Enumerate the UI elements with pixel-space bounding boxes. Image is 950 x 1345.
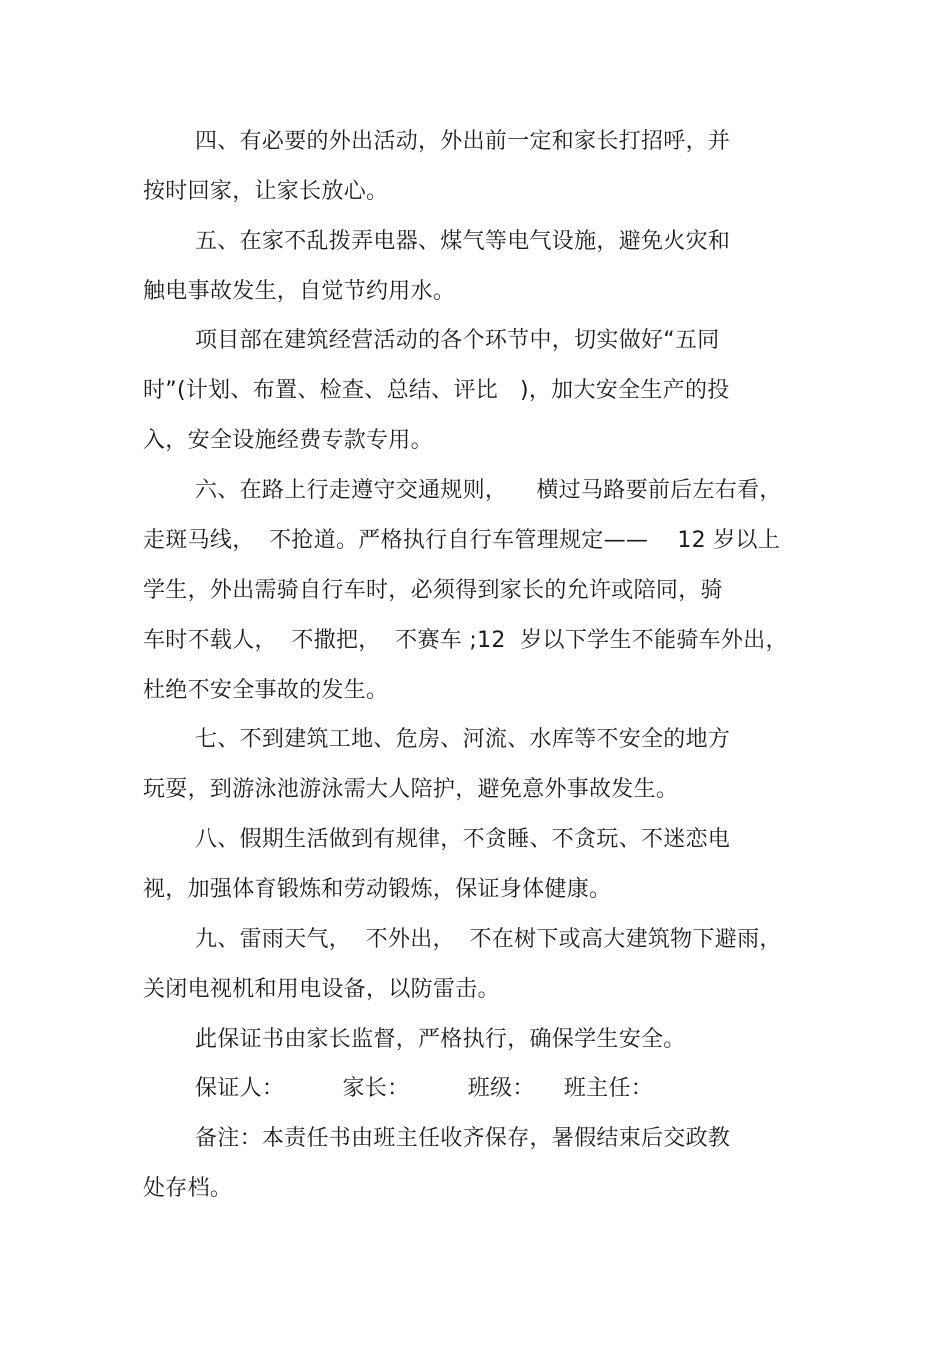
text-line: 六、在路上行走遵守交通规则， 横过马路要前后左右看， bbox=[195, 478, 782, 503]
text-line: 触电事故发生，自觉节约用水。 bbox=[143, 279, 456, 304]
text-line: 入，安全设施经费专款专用。 bbox=[143, 428, 433, 453]
text-line: 七、不到建筑工地、危房、河流、水库等不安全的地方 bbox=[195, 727, 731, 752]
text-line: 学生，外出需骑自行车时，必须得到家长的允许或陪同，骑 bbox=[143, 578, 723, 603]
text-line: 玩耍，到游泳池游泳需大人陪护，避免意外事故发生。 bbox=[143, 777, 679, 802]
text-line: 四、有必要的外出活动，外出前一定和家长打招呼，并 bbox=[195, 129, 731, 154]
text-line: 按时回家，让家长放心。 bbox=[143, 179, 389, 204]
text-line: 时”(计划、布置、检查、总结、评比 )，加大安全生产的投 bbox=[143, 378, 730, 403]
text-line: 视，加强体育锻炼和劳动锻炼，保证身体健康。 bbox=[143, 877, 612, 902]
text-line: 走斑马线， 不抢道。严格执行自行车管理规定—— 12 岁以上 bbox=[143, 528, 781, 553]
text-line: 车时不载人， 不撒把， 不赛车 ;12 岁以下学生不能骑车外出， bbox=[143, 628, 788, 653]
text-line: 处存档。 bbox=[143, 1176, 233, 1201]
text-line: 项目部在建筑经营活动的各个环节中，切实做好“五同 bbox=[195, 328, 720, 353]
text-line: 杜绝不安全事故的发生。 bbox=[143, 678, 389, 703]
signature-line: 保证人： 家长： 班级： 班主任： bbox=[195, 1076, 654, 1101]
text-line: 五、在家不乱拨弄电器、煤气等电气设施，避免火灾和 bbox=[195, 229, 731, 254]
text-line: 关闭电视机和用电设备，以防雷击。 bbox=[143, 977, 500, 1002]
text-line: 备注：本责任书由班主任收齐保存，暑假结束后交政教 bbox=[195, 1126, 731, 1151]
text-line: 此保证书由家长监督，严格执行，确保学生安全。 bbox=[195, 1027, 686, 1052]
text-line: 八、假期生活做到有规律，不贪睡、不贪玩、不迷恋电 bbox=[195, 827, 731, 852]
text-line: 九、雷雨天气， 不外出， 不在树下或高大建筑物下避雨， bbox=[195, 927, 782, 952]
